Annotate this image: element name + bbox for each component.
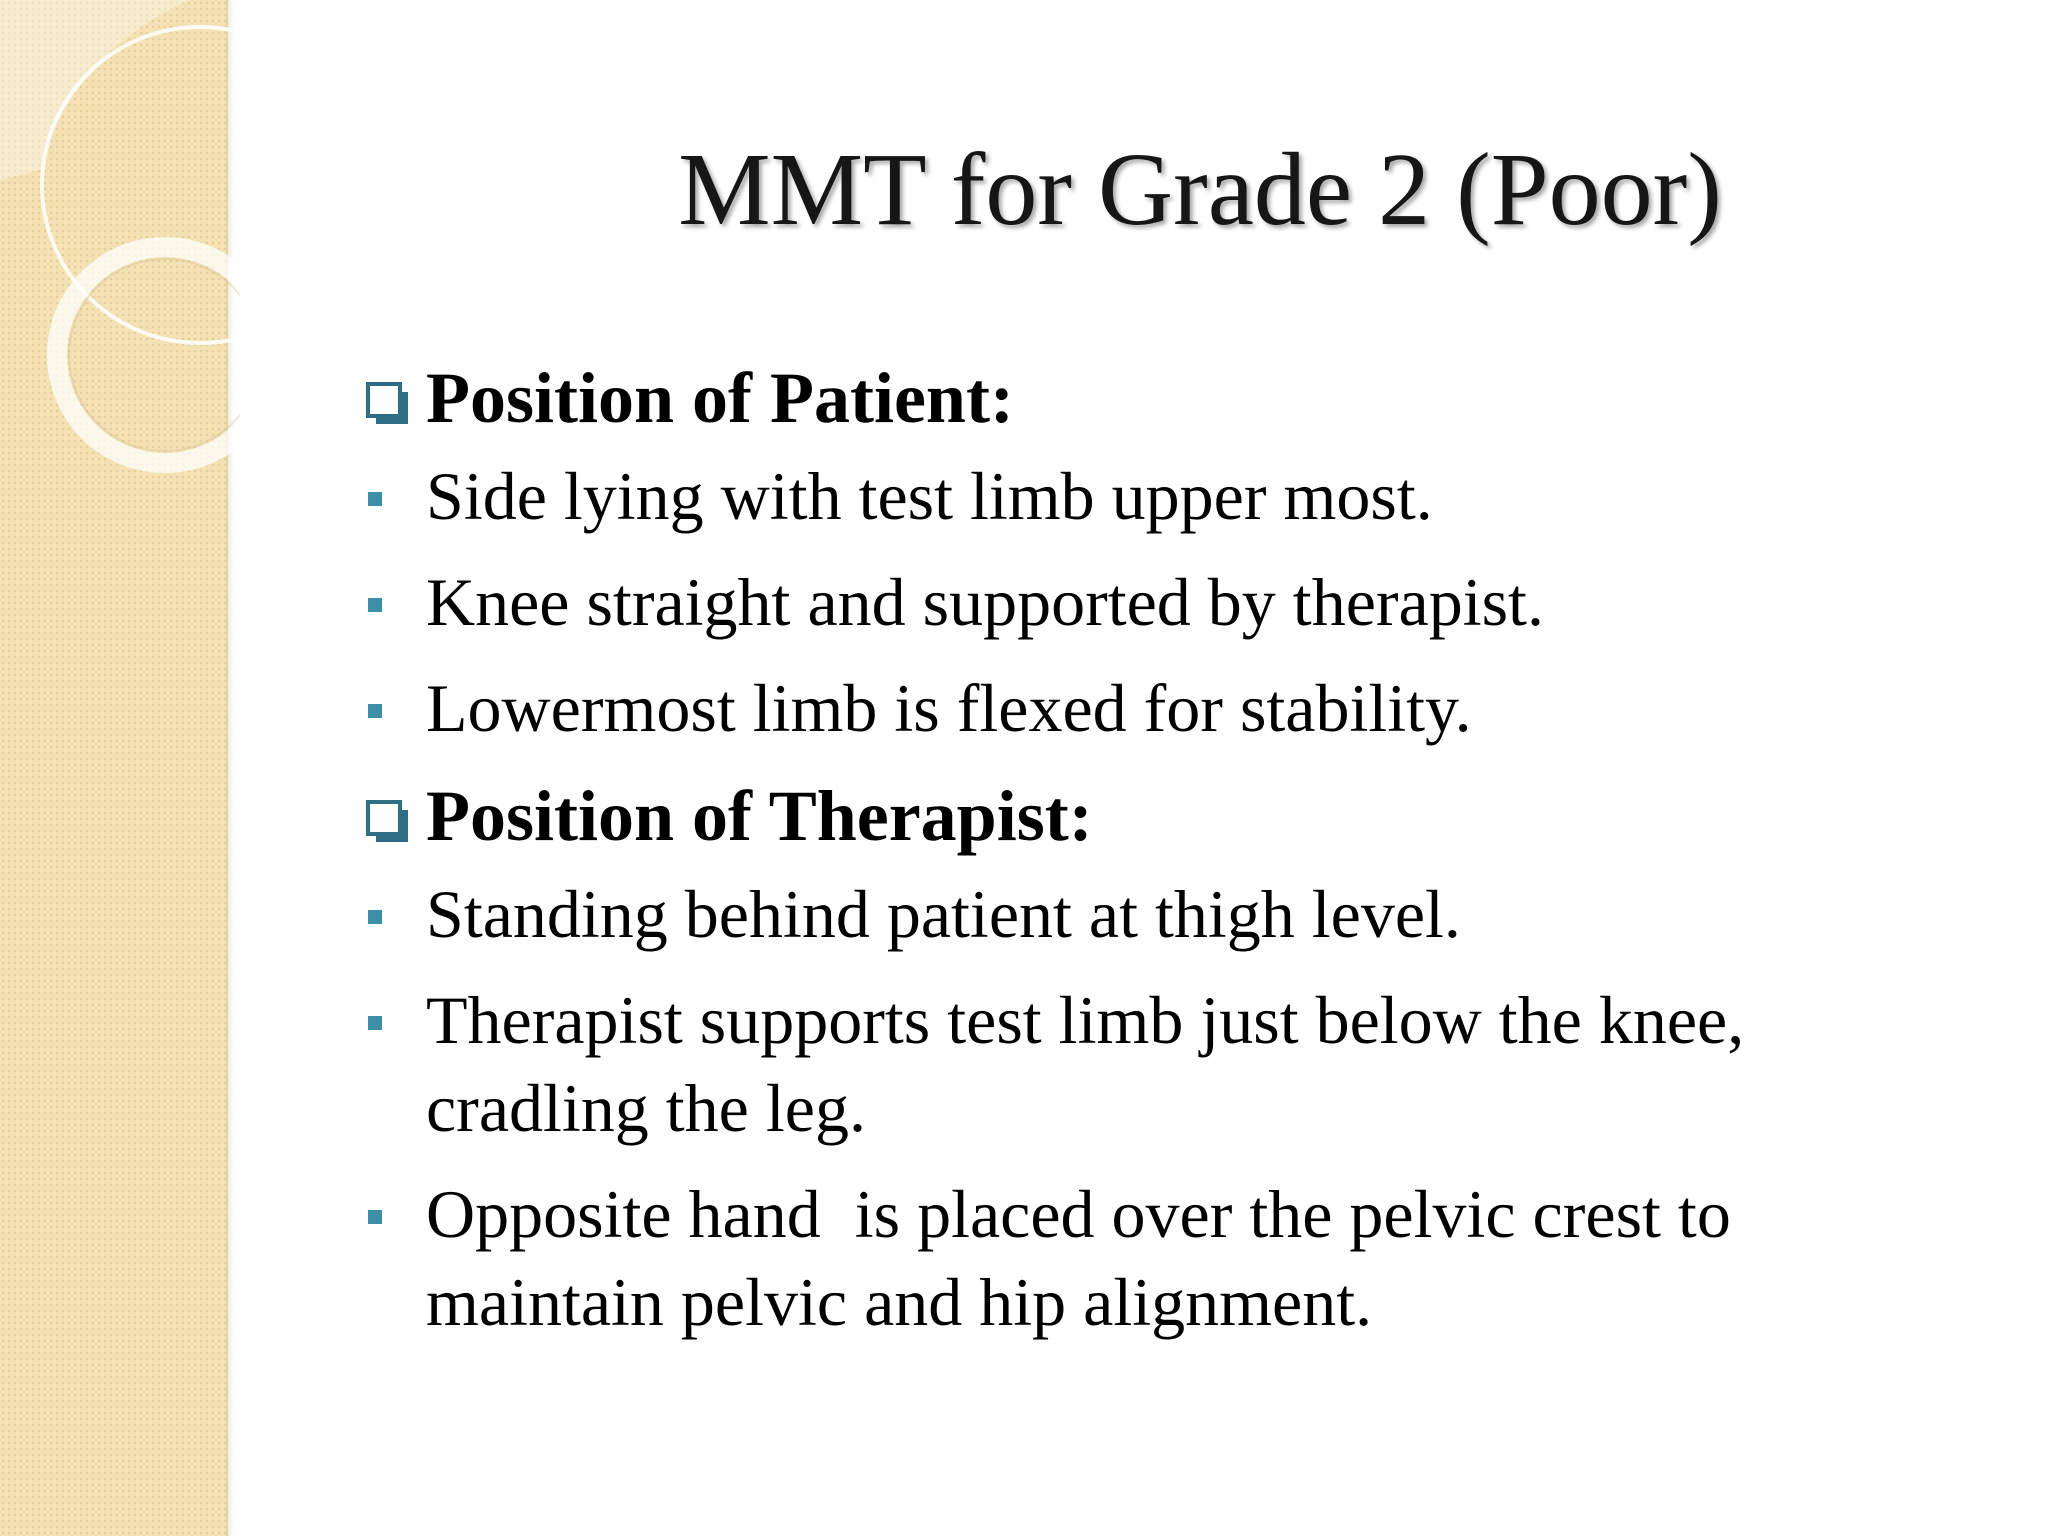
hollow-square-bullet-icon — [366, 800, 410, 844]
list-item-text: Standing behind patient at thigh level. — [426, 876, 1461, 952]
list-item-text: Lowermost limb is flexed for stability. — [426, 670, 1472, 746]
list-item-text: Knee straight and supported by therapist. — [426, 564, 1544, 640]
list-item — [364, 558, 1924, 646]
list-item-text: Side lying with test limb upper most. — [426, 458, 1433, 534]
list-item — [364, 664, 1924, 752]
list-item-text: Therapist supports test limb just below the knee, cradling the leg. — [426, 982, 1745, 1146]
slide-title: MMT for Grade 2 (Poor) — [678, 132, 1722, 247]
square-bullet-icon — [368, 598, 382, 612]
square-bullet-icon — [368, 1210, 382, 1224]
list-item-text: Opposite hand is placed over the pelvic crest to maintain pelvic and hip alignment. — [426, 1176, 1748, 1340]
slide-content — [364, 340, 1924, 1364]
section-heading-therapist — [364, 770, 1924, 862]
hollow-square-bullet-icon — [366, 382, 410, 426]
decorative-rings-icon — [0, 0, 240, 520]
list-item — [364, 976, 1924, 1152]
list-item — [364, 452, 1924, 540]
section-heading-text: Position of Patient: — [426, 358, 1014, 438]
square-bullet-icon — [368, 1016, 382, 1030]
list-item — [364, 870, 1924, 958]
square-bullet-icon — [368, 910, 382, 924]
section-heading-text: Position of Therapist: — [426, 776, 1093, 856]
section-heading-patient — [364, 352, 1924, 444]
square-bullet-icon — [368, 492, 382, 506]
square-bullet-icon — [368, 704, 382, 718]
list-item — [364, 1170, 1924, 1346]
